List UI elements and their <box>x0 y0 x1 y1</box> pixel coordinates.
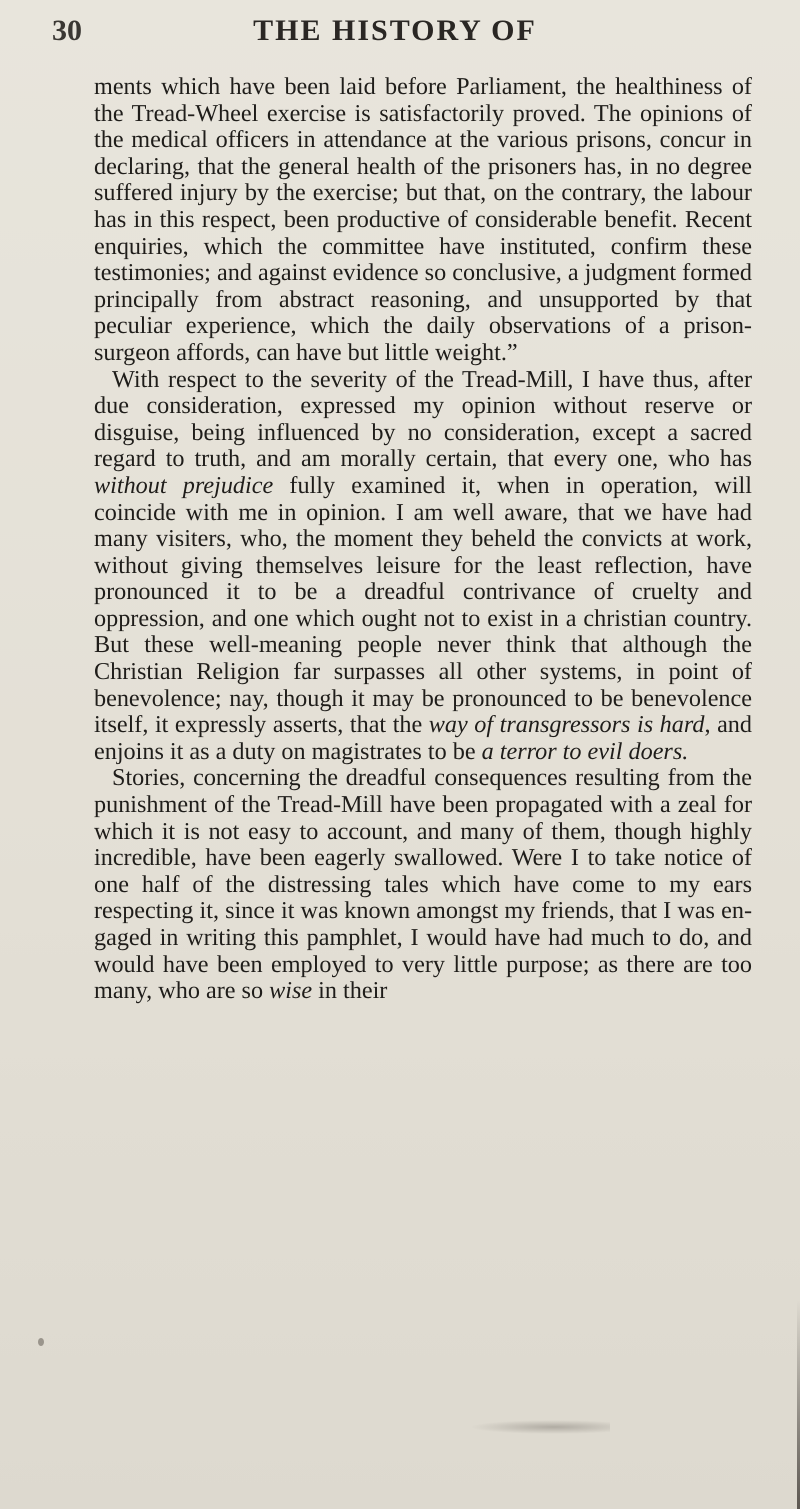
italic-phrase: a terror to evil doers. <box>481 737 689 765</box>
running-title: THE HISTORY OF <box>253 14 537 47</box>
text-run: in their <box>312 977 388 1005</box>
italic-phrase: way of transgressors is hard <box>428 711 705 739</box>
paragraph <box>94 367 752 766</box>
text-run: , and enjoins it as a duty on magistrates to be <box>94 711 752 765</box>
page-number: 30 <box>52 14 82 47</box>
ink-speck <box>38 1338 44 1346</box>
text-run: ments which have been laid before Parliament, the healthiness of the Tread-Wheel exercise is satisfactorily proved. The opinions of the medical officers in attendance at the various prisons, concur in declaring, that the general health of the prisoners has, in no degree suffered injury by the exercise; but that, on the contrary, the labour has in this respect, been productive of considerable benefit. Recent enquiries, which the committee have instituted, confirm these testimonies; and against evidence so conclusive, a judgment formed principally from abstract reasoning, and unsupported by that peculiar experience, which the daily observations of a prison-surgeon affords, can have but little weight.” <box>94 73 752 366</box>
paragraph <box>94 74 752 367</box>
italic-phrase: without prejudice <box>94 471 274 499</box>
running-head <box>50 14 740 64</box>
italic-phrase: wise <box>269 977 313 1005</box>
page-smudge <box>470 1420 610 1434</box>
text-run: Stories, concerning the dreadful consequences resulting from the punishment of the Tread-Mill have been propagated with a zeal for which it is not easy to account, and many of them, though highly incredible, have been eagerly swallowed. Were I to take notice of one half of the distressing tales which have come to my ears respecting it, since it was known amongst my friends, that I was engaged in writing this pamphlet, I would have had much to do, and would have been employed to very little purpose; as there are too many, who are so <box>94 764 752 1005</box>
paragraph <box>94 765 752 1004</box>
text-run: fully examined it, when in operation, will coincide with me in opinion. I am well aware, that we have had many visiters, who, the moment they beheld the convicts at work, without giving themselves leisure for the least reflection, have pronounced it to be a dreadful contrivance of cruelty and oppression, and one which ought not to exist in a christian country. But these well-meaning people never think that although the Christian Religion far surpasses all other systems, in point of benevolence; nay, though it may be pronounced to be benevolence itself, it expressly asserts, that the <box>94 471 752 739</box>
body-text <box>94 74 752 1005</box>
text-run: With respect to the severity of the Tread-Mill, I have thus, after due consideration, expressed my opinion without reserve or disguise, being influenced by no consideration, except a sacred regard to truth, and am morally certain, that every one, who has <box>94 365 752 473</box>
